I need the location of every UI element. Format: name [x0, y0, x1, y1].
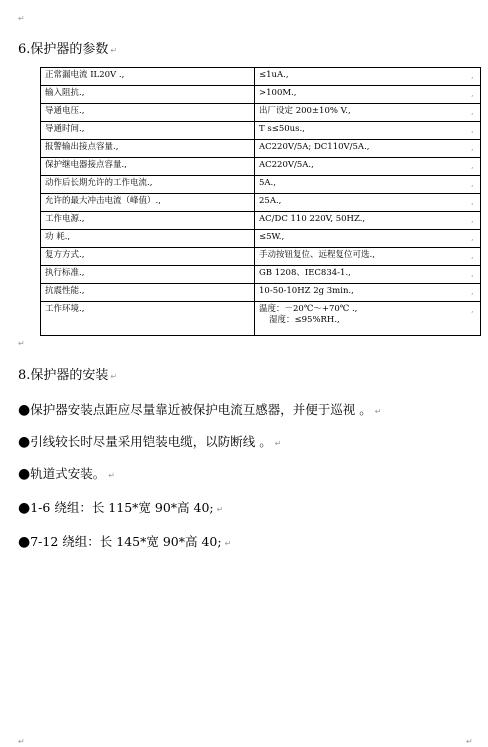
- table-row: [41, 284, 481, 302]
- param-value-text: 手动按钮复位、远程复位可选.,: [259, 250, 375, 260]
- param-value-text: ≤5W.,: [259, 232, 285, 242]
- param-value: [255, 140, 481, 158]
- paragraph-mark: ↵: [274, 439, 282, 448]
- row-end-mark: ,: [471, 305, 474, 314]
- table-row: [41, 140, 481, 158]
- paragraph-mark: ↵: [18, 737, 25, 746]
- row-end-mark: ,: [471, 89, 474, 98]
- list-item-text: 保护器安装点距应尽量靠近被保护电流互感器，并便于巡视 。: [30, 402, 372, 417]
- param-label: 输入阻抗.,: [41, 86, 255, 104]
- param-value-text: 温度：－20℃～+70℃ .,: [259, 304, 358, 314]
- list-item-text: 引线较长时尽量采用铠装电缆，以防断线 。: [30, 434, 272, 449]
- param-value: [255, 122, 481, 140]
- table-row: [41, 212, 481, 230]
- table-row: [41, 266, 481, 284]
- param-label: 导通电压.,: [41, 104, 255, 122]
- bullet-icon: ●: [18, 466, 31, 482]
- param-value: [255, 230, 481, 248]
- bullet-icon: ●: [18, 500, 31, 516]
- param-value-text: >100M.,: [259, 88, 297, 98]
- param-label: 工作环境.,: [41, 302, 255, 336]
- row-end-mark: ,: [471, 107, 474, 116]
- param-label: 保护继电器接点容量.,: [41, 158, 255, 176]
- table-row: [41, 230, 481, 248]
- paragraph-mark: ↵: [108, 471, 115, 480]
- list-item: [18, 466, 115, 484]
- param-label: 执行标准.,: [41, 266, 255, 284]
- param-value: [255, 248, 481, 266]
- list-item-text: 轨道式安装。: [30, 466, 106, 481]
- paragraph-mark: ↵: [216, 505, 224, 514]
- param-value: [255, 302, 481, 336]
- param-label: 复方方式.,: [41, 248, 255, 266]
- bullet-icon: ●: [18, 534, 31, 550]
- param-value-text: 出厂设定 200±10% V.,: [259, 106, 351, 116]
- param-value-text: 5A.,: [259, 178, 276, 188]
- param-value: [255, 266, 481, 284]
- row-end-mark: ,: [471, 71, 474, 80]
- param-label: 动作后长期允许的工作电流.,: [41, 176, 255, 194]
- paragraph-mark: ↵: [374, 407, 382, 416]
- list-item-text: 1-6 绕组：长 115*宽 90*高 40;: [30, 500, 214, 515]
- table-row: [41, 176, 481, 194]
- bullet-icon: ●: [18, 434, 31, 450]
- param-value-text-2: 湿度：≤95%RH.,: [269, 315, 340, 325]
- row-end-mark: ,: [471, 179, 474, 188]
- param-value: [255, 194, 481, 212]
- paragraph-mark: ↵: [110, 46, 118, 55]
- section-6-heading: [18, 42, 117, 59]
- param-label: 报警输出接点容量.,: [41, 140, 255, 158]
- row-end-mark: ,: [471, 161, 474, 170]
- param-value-text: AC220V/5A.,: [259, 160, 314, 170]
- table-row: [41, 194, 481, 212]
- paragraph-mark: ↵: [18, 14, 25, 23]
- list-item: [18, 434, 281, 452]
- param-value-text: ≤1uA.,: [259, 70, 289, 80]
- paragraph-mark: ↵: [110, 372, 118, 381]
- row-end-mark: ,: [471, 251, 474, 260]
- param-label: 允许的最大冲击电流（峰值）.,: [41, 194, 255, 212]
- param-value: [255, 68, 481, 86]
- table-row: [41, 248, 481, 266]
- param-value-text: T s≤50us.,: [259, 124, 305, 134]
- param-value: [255, 86, 481, 104]
- paragraph-mark: ↵: [224, 539, 232, 548]
- param-value-text: 25A.,: [259, 196, 282, 206]
- row-end-mark: ,: [471, 143, 474, 152]
- section-6-title: 6.保护器的参数: [18, 42, 109, 57]
- table-row: [41, 104, 481, 122]
- param-label: 功 耗.,: [41, 230, 255, 248]
- list-item-text: 7-12 绕组：长 145*宽 90*高 40;: [30, 534, 222, 549]
- bullet-icon: ●: [18, 402, 31, 418]
- param-label: 导通时间.,: [41, 122, 255, 140]
- table-row: [41, 86, 481, 104]
- param-value: [255, 104, 481, 122]
- param-value: [255, 176, 481, 194]
- param-value-text: 10-50-10HZ 2g 3min.,: [259, 286, 354, 296]
- param-value-text: GB 1208、IEC834-1.,: [259, 268, 351, 278]
- row-end-mark: ,: [471, 197, 474, 206]
- paragraph-mark: ↵: [18, 339, 25, 348]
- param-value: [255, 158, 481, 176]
- list-item: [18, 534, 231, 552]
- paragraph-mark: ↵: [466, 737, 473, 746]
- table-row: [41, 68, 481, 86]
- row-end-mark: ,: [471, 287, 474, 296]
- table-row: [41, 158, 481, 176]
- param-label: 工作电源.,: [41, 212, 255, 230]
- list-item: [18, 500, 223, 518]
- table-row: [41, 122, 481, 140]
- param-value-text: AC/DC 110 220V, 50HZ.,: [259, 214, 366, 224]
- param-label: 正常漏电流 IL20V .,: [41, 68, 255, 86]
- section-8-title: 8.保护器的安装: [18, 368, 109, 383]
- row-end-mark: ,: [471, 233, 474, 242]
- table-row: [41, 302, 481, 336]
- section-8-heading: [18, 368, 117, 385]
- param-value: [255, 212, 481, 230]
- param-label: 抗震性能.,: [41, 284, 255, 302]
- list-item: [18, 402, 381, 420]
- param-value: [255, 284, 481, 302]
- row-end-mark: ,: [471, 125, 474, 134]
- param-value-text: AC220V/5A; DC110V/5A.,: [259, 142, 370, 152]
- row-end-mark: ,: [471, 269, 474, 278]
- row-end-mark: ,: [471, 215, 474, 224]
- parameters-table: [40, 67, 481, 336]
